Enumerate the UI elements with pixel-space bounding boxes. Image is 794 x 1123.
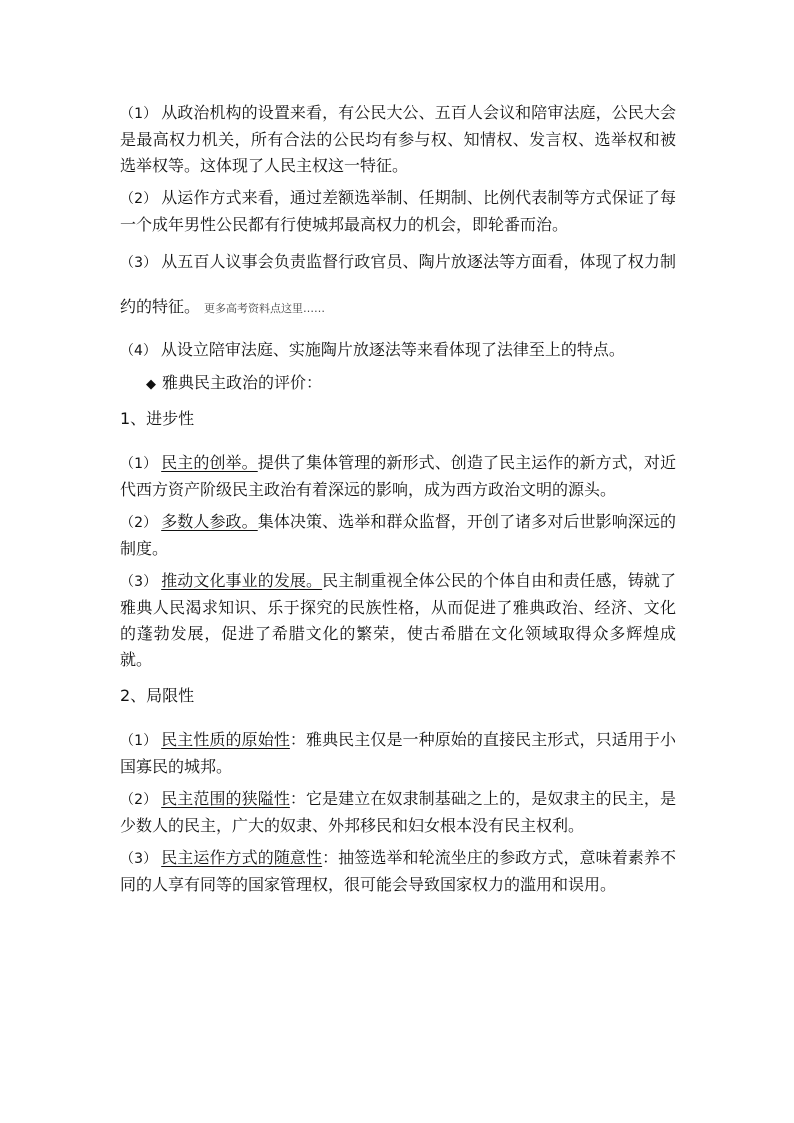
item-number: （1） [120, 733, 158, 749]
paragraph-text: 从五百人议事会负责监督行政官员、陶片放逐法等方面看，体现了权力制约的特征。 [120, 252, 676, 316]
item-text: 提供了集体管理的新形式、创造了民主运作的新方式，对近代西方资产阶级民主政治有着深远的影响，成为西方政治文明的源头。 [120, 453, 676, 499]
paragraph-power-restriction [120, 240, 676, 331]
document-body [120, 100, 676, 904]
item-key-phrase: 多数人参政。 [161, 512, 258, 531]
progress-item-3 [120, 568, 676, 673]
paragraph-text: 从政治机构的设置来看，有公民大公、五百人会议和陪审法庭，公民大会是最高权力机关，所有合法的公民均有参与权、知情权、发言权、选举权和被选举权等。这体现了人民主权这一特征。 [120, 103, 676, 175]
item-text: ：抽签选举和轮流坐庄的参政方式，意味着素养不同的人享有同等的国家管理权，很可能会导致国家权力的滥用和误用。 [120, 848, 676, 894]
item-key-phrase: 民主运作方式的随意性 [161, 848, 323, 867]
limits-item-2 [120, 786, 676, 839]
limits-item-1 [120, 727, 676, 780]
paragraph-text: 从运作方式来看，通过差额选举制、任期制、比例代表制等方式保证了每一个成年男性公民都有行使城邦最高权力的机会，即轮番而治。 [120, 188, 676, 234]
item-text: 民主制重视全体公民的个体自由和责任感，铸就了雅典人民渴求知识、乐于探究的民族性格，从而促进了雅典政治、经济、文化的蓬勃发展，促进了希腊文化的繁荣，使古希腊在文化领域取得众多辉煌成就。 [120, 571, 676, 669]
item-number: （3） [120, 851, 158, 867]
item-key-phrase: 民主的创举。 [161, 453, 258, 472]
item-key-phrase: 民主性质的原始性 [161, 730, 290, 749]
item-number: （2） [120, 515, 158, 531]
evaluation-title-text: 雅典民主政治的评价： [162, 373, 323, 392]
item-number: （3） [120, 255, 158, 271]
more-materials-link[interactable]: 更多高考资料点这里…… [204, 302, 326, 315]
evaluation-title [146, 370, 676, 398]
item-number: （1） [120, 106, 158, 122]
section-heading-limits: 2、局限性 [120, 686, 195, 705]
paragraph-political-institutions [120, 100, 676, 179]
diamond-bullet-icon: ◆ [146, 377, 156, 392]
item-number: （4） [120, 343, 157, 359]
item-text: ：它是建立在奴隶制基础之上的，是奴隶主的民主，是少数人的民主，广大的奴隶、外邦移民和妇女根本没有民主权利。 [120, 789, 676, 835]
progress-item-2 [120, 509, 676, 562]
limits-item-3 [120, 845, 676, 898]
item-number: （3） [120, 574, 158, 590]
item-key-phrase: 推动文化事业的发展。 [161, 571, 323, 590]
paragraph-text: 从设立陪审法庭、实施陶片放逐法等来看体现了法律至上的特点。 [160, 340, 625, 359]
item-number: （2） [120, 792, 158, 808]
item-number: （2） [120, 191, 158, 207]
paragraph-operation-method [120, 185, 676, 238]
paragraph-rule-of-law [120, 337, 676, 364]
item-key-phrase: 民主范围的狭隘性 [161, 789, 290, 808]
section-heading-progress: 1、进步性 [120, 409, 195, 428]
item-text: ：雅典民主仅是一种原始的直接民主形式，只适用于小国寡民的城邦。 [120, 730, 676, 776]
progress-item-1 [120, 450, 676, 503]
item-text: 集体决策、选举和群众监督，开创了诸多对后世影响深远的制度。 [120, 512, 676, 558]
item-number: （1） [120, 456, 158, 472]
